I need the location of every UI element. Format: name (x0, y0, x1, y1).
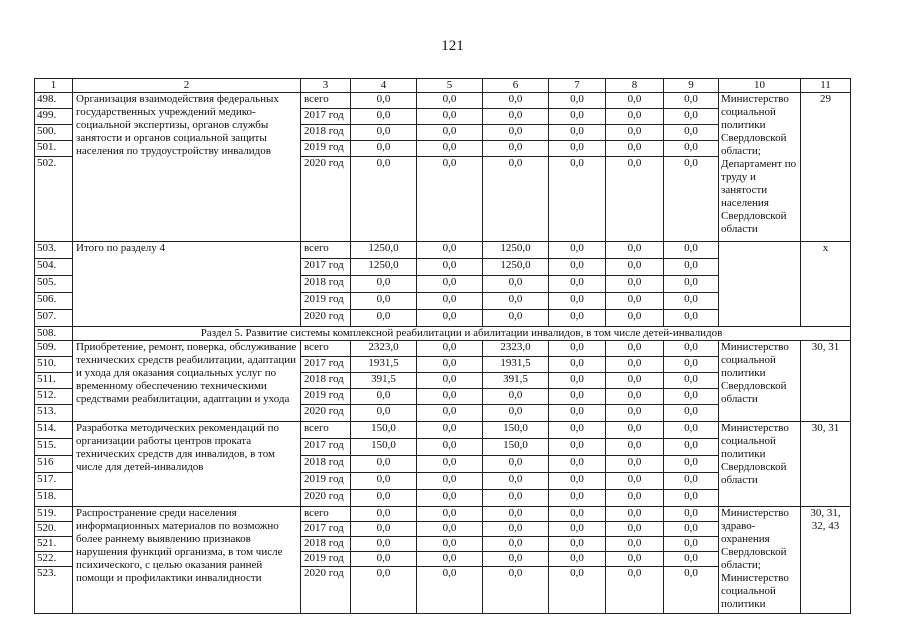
amount-cell: 0,0 (549, 357, 606, 373)
amount-cell: 0,0 (606, 341, 664, 357)
amount-cell: 391,5 (351, 373, 417, 389)
amount-cell: 0,0 (483, 537, 549, 552)
amount-cell: 0,0 (351, 507, 417, 522)
row-number: 500. (35, 125, 73, 141)
amount-cell: 0,0 (417, 276, 483, 293)
amount-cell: 0,0 (664, 490, 719, 507)
amount-cell: 0,0 (606, 389, 664, 405)
amount-cell: 0,0 (417, 157, 483, 242)
amount-cell: 0,0 (606, 405, 664, 422)
period-label: 2019 год (301, 389, 351, 405)
col-header: 1 (35, 79, 73, 93)
amount-cell: 0,0 (664, 522, 719, 537)
amount-cell: 0,0 (351, 109, 417, 125)
row-number: 498. (35, 93, 73, 109)
amount-cell: 0,0 (549, 310, 606, 327)
amount-cell: 0,0 (664, 242, 719, 259)
amount-cell: 0,0 (351, 522, 417, 537)
amount-cell: 0,0 (549, 456, 606, 473)
amount-cell: 0,0 (664, 507, 719, 522)
col-header: 11 (801, 79, 851, 93)
amount-cell: 0,0 (664, 276, 719, 293)
period-label: всего (301, 93, 351, 109)
amount-cell: 0,0 (417, 567, 483, 614)
amount-cell: 0,0 (606, 157, 664, 242)
amount-cell: 0,0 (664, 357, 719, 373)
amount-cell: 0,0 (549, 490, 606, 507)
amount-cell: 150,0 (351, 439, 417, 456)
amount-cell: 0,0 (417, 242, 483, 259)
amount-cell: 0,0 (606, 422, 664, 439)
amount-cell: 0,0 (351, 125, 417, 141)
period-label: 2020 год (301, 567, 351, 614)
amount-cell: 0,0 (606, 310, 664, 327)
program-table (34, 78, 851, 614)
period-label: всего (301, 242, 351, 259)
amount-cell: 0,0 (351, 490, 417, 507)
amount-cell: 0,0 (664, 552, 719, 567)
amount-cell: 0,0 (549, 259, 606, 276)
period-label: 2020 год (301, 490, 351, 507)
amount-cell: 0,0 (606, 522, 664, 537)
amount-cell: 150,0 (351, 422, 417, 439)
table-row (35, 422, 851, 439)
amount-cell: 0,0 (664, 125, 719, 141)
period-label: всего (301, 422, 351, 439)
amount-cell: 0,0 (417, 507, 483, 522)
measure-description: Распространение среди населения информационных материалов по возможно более раннему выявлению признаков нарушения функций организма, в том числе психического, с целью оказания ранней помощи и профилактики инвалидности (73, 507, 301, 614)
amount-cell: 150,0 (483, 439, 549, 456)
col-header: 8 (606, 79, 664, 93)
period-label: 2018 год (301, 456, 351, 473)
amount-cell: 0,0 (417, 109, 483, 125)
amount-cell: 0,0 (606, 507, 664, 522)
measure-description: Итого по разделу 4 (73, 242, 301, 327)
period-label: 2019 год (301, 141, 351, 157)
amount-cell: 0,0 (417, 537, 483, 552)
amount-cell: 0,0 (417, 389, 483, 405)
amount-cell: 0,0 (351, 567, 417, 614)
period-label: 2019 год (301, 552, 351, 567)
amount-cell: 0,0 (549, 473, 606, 490)
amount-cell: 0,0 (606, 567, 664, 614)
amount-cell: 0,0 (351, 405, 417, 422)
col-header: 9 (664, 79, 719, 93)
amount-cell: 0,0 (664, 373, 719, 389)
period-label: 2018 год (301, 537, 351, 552)
col-header: 3 (301, 79, 351, 93)
amount-cell: 0,0 (483, 157, 549, 242)
amount-cell: 0,0 (664, 422, 719, 439)
amount-cell: 0,0 (549, 537, 606, 552)
executor: Министерство социальной политики Свердловской области; Департамент по труду и занятости населения Свердловской области (719, 93, 801, 242)
amount-cell: 0,0 (606, 373, 664, 389)
amount-cell: 2323,0 (483, 341, 549, 357)
target-indicators: x (801, 242, 851, 327)
amount-cell: 0,0 (664, 405, 719, 422)
amount-cell: 0,0 (549, 242, 606, 259)
table-row (35, 242, 851, 259)
row-number: 502. (35, 157, 73, 242)
col-header: 6 (483, 79, 549, 93)
row-number: 519. (35, 507, 73, 522)
amount-cell: 0,0 (483, 473, 549, 490)
col-header: 2 (73, 79, 301, 93)
amount-cell: 0,0 (351, 537, 417, 552)
col-header: 4 (351, 79, 417, 93)
amount-cell: 0,0 (549, 422, 606, 439)
period-label: 2017 год (301, 439, 351, 456)
amount-cell: 0,0 (549, 507, 606, 522)
amount-cell: 0,0 (549, 125, 606, 141)
col-header: 5 (417, 79, 483, 93)
amount-cell: 0,0 (606, 552, 664, 567)
amount-cell: 0,0 (606, 537, 664, 552)
section-row (35, 327, 851, 341)
amount-cell: 0,0 (483, 507, 549, 522)
amount-cell: 0,0 (417, 293, 483, 310)
period-label: 2019 год (301, 473, 351, 490)
row-number: 511. (35, 373, 73, 389)
amount-cell: 0,0 (483, 567, 549, 614)
table-row (35, 507, 851, 522)
row-number: 501. (35, 141, 73, 157)
amount-cell: 0,0 (664, 341, 719, 357)
amount-cell: 0,0 (606, 490, 664, 507)
amount-cell: 0,0 (417, 439, 483, 456)
amount-cell: 1250,0 (483, 242, 549, 259)
measure-description: Приобретение, ремонт, поверка, обслуживание технических средств реабилитации, адаптации и ухода для оказания социальных услуг по временному обеспечению техническими средствами реабилитации, адаптации и ухода (73, 341, 301, 422)
amount-cell: 0,0 (606, 456, 664, 473)
row-number: 516 (35, 456, 73, 473)
amount-cell: 0,0 (351, 389, 417, 405)
amount-cell: 0,0 (664, 141, 719, 157)
amount-cell: 0,0 (483, 522, 549, 537)
row-number: 503. (35, 242, 73, 259)
amount-cell: 0,0 (664, 93, 719, 109)
row-number: 508. (35, 327, 73, 341)
amount-cell: 0,0 (664, 109, 719, 125)
amount-cell: 0,0 (417, 522, 483, 537)
amount-cell: 0,0 (351, 473, 417, 490)
amount-cell: 0,0 (549, 373, 606, 389)
amount-cell: 0,0 (351, 141, 417, 157)
amount-cell: 0,0 (417, 456, 483, 473)
header-row (35, 79, 851, 93)
amount-cell: 0,0 (606, 439, 664, 456)
amount-cell: 0,0 (606, 242, 664, 259)
amount-cell: 0,0 (351, 310, 417, 327)
row-number: 522. (35, 552, 73, 567)
amount-cell: 0,0 (664, 310, 719, 327)
amount-cell: 0,0 (549, 552, 606, 567)
amount-cell: 0,0 (417, 373, 483, 389)
amount-cell: 0,0 (417, 341, 483, 357)
amount-cell: 0,0 (549, 109, 606, 125)
amount-cell: 0,0 (664, 473, 719, 490)
amount-cell: 0,0 (549, 293, 606, 310)
amount-cell: 0,0 (417, 259, 483, 276)
amount-cell: 0,0 (606, 293, 664, 310)
amount-cell: 0,0 (664, 439, 719, 456)
amount-cell: 0,0 (351, 552, 417, 567)
amount-cell: 1250,0 (483, 259, 549, 276)
row-number: 507. (35, 310, 73, 327)
amount-cell: 0,0 (549, 93, 606, 109)
amount-cell: 0,0 (606, 259, 664, 276)
amount-cell: 0,0 (483, 490, 549, 507)
amount-cell: 0,0 (351, 293, 417, 310)
amount-cell: 0,0 (417, 490, 483, 507)
amount-cell: 0,0 (351, 93, 417, 109)
executor (719, 242, 801, 327)
amount-cell: 0,0 (417, 552, 483, 567)
amount-cell: 0,0 (549, 276, 606, 293)
amount-cell: 0,0 (483, 125, 549, 141)
amount-cell: 391,5 (483, 373, 549, 389)
amount-cell: 0,0 (483, 389, 549, 405)
row-number: 505. (35, 276, 73, 293)
period-label: 2017 год (301, 357, 351, 373)
col-header: 10 (719, 79, 801, 93)
amount-cell: 2323,0 (351, 341, 417, 357)
amount-cell: 1250,0 (351, 259, 417, 276)
page-number: 121 (441, 38, 464, 54)
row-number: 513. (35, 405, 73, 422)
period-label: всего (301, 341, 351, 357)
amount-cell: 0,0 (483, 552, 549, 567)
amount-cell: 0,0 (417, 473, 483, 490)
target-indicators: 30, 31 (801, 341, 851, 422)
amount-cell: 0,0 (606, 473, 664, 490)
period-label: 2017 год (301, 109, 351, 125)
amount-cell: 0,0 (606, 93, 664, 109)
amount-cell: 0,0 (417, 310, 483, 327)
table-row (35, 93, 851, 109)
amount-cell: 0,0 (664, 567, 719, 614)
row-number: 515. (35, 439, 73, 456)
row-number: 512. (35, 389, 73, 405)
period-label: 2017 год (301, 522, 351, 537)
row-number: 523. (35, 567, 73, 614)
row-number: 510. (35, 357, 73, 373)
row-number: 521. (35, 537, 73, 552)
amount-cell: 150,0 (483, 422, 549, 439)
amount-cell: 0,0 (417, 125, 483, 141)
amount-cell: 0,0 (549, 341, 606, 357)
amount-cell: 0,0 (549, 522, 606, 537)
row-number: 517. (35, 473, 73, 490)
amount-cell: 0,0 (664, 259, 719, 276)
row-number: 520. (35, 522, 73, 537)
executor: Министерство здраво-охранения Свердловской области; Министерство социальной политики (719, 507, 801, 614)
target-indicators: 29 (801, 93, 851, 242)
measure-description: Разработка методических рекомендаций по организации работы центров проката технических средств для инвалидов, в том числе для детей-инвалидов (73, 422, 301, 507)
amount-cell: 0,0 (664, 389, 719, 405)
amount-cell: 0,0 (664, 293, 719, 310)
amount-cell: 0,0 (351, 276, 417, 293)
amount-cell: 0,0 (549, 157, 606, 242)
row-number: 499. (35, 109, 73, 125)
period-label: 2017 год (301, 259, 351, 276)
amount-cell: 0,0 (483, 93, 549, 109)
period-label: 2018 год (301, 276, 351, 293)
period-label: 2019 год (301, 293, 351, 310)
row-number: 504. (35, 259, 73, 276)
row-number: 509. (35, 341, 73, 357)
amount-cell: 0,0 (483, 310, 549, 327)
amount-cell: 0,0 (483, 405, 549, 422)
period-label: 2020 год (301, 405, 351, 422)
amount-cell: 0,0 (549, 405, 606, 422)
section-title: Раздел 5. Развитие системы комплексной реабилитации и абилитации инвалидов, в том числе детей-инвалидов (73, 327, 851, 341)
amount-cell: 0,0 (549, 141, 606, 157)
amount-cell: 0,0 (417, 422, 483, 439)
measure-description: Организация взаимодействия федеральных государственных учреждений медико-социальной экспертизы, органов службы занятости и органов социальной защиты населения по трудоустройству инвалидов (73, 93, 301, 242)
row-number: 514. (35, 422, 73, 439)
amount-cell: 0,0 (549, 389, 606, 405)
period-label: всего (301, 507, 351, 522)
amount-cell: 0,0 (664, 456, 719, 473)
period-label: 2018 год (301, 125, 351, 141)
amount-cell: 0,0 (549, 439, 606, 456)
amount-cell: 0,0 (483, 109, 549, 125)
col-header: 7 (549, 79, 606, 93)
target-indicators: 30, 31, 32, 43 (801, 507, 851, 614)
amount-cell: 0,0 (664, 537, 719, 552)
target-indicators: 30, 31 (801, 422, 851, 507)
table-row (35, 341, 851, 357)
amount-cell: 0,0 (606, 276, 664, 293)
period-label: 2020 год (301, 157, 351, 242)
amount-cell: 0,0 (483, 456, 549, 473)
amount-cell: 0,0 (606, 357, 664, 373)
amount-cell: 1931,5 (483, 357, 549, 373)
amount-cell: 0,0 (606, 109, 664, 125)
amount-cell: 0,0 (606, 125, 664, 141)
amount-cell: 1250,0 (351, 242, 417, 259)
amount-cell: 0,0 (417, 141, 483, 157)
amount-cell: 0,0 (417, 357, 483, 373)
amount-cell: 0,0 (483, 293, 549, 310)
amount-cell: 1931,5 (351, 357, 417, 373)
amount-cell: 0,0 (351, 456, 417, 473)
amount-cell: 0,0 (351, 157, 417, 242)
executor: Министерство социальной политики Свердловской области (719, 422, 801, 507)
amount-cell: 0,0 (606, 141, 664, 157)
period-label: 2020 год (301, 310, 351, 327)
period-label: 2018 год (301, 373, 351, 389)
amount-cell: 0,0 (483, 276, 549, 293)
row-number: 518. (35, 490, 73, 507)
amount-cell: 0,0 (417, 405, 483, 422)
executor: Министерство социальной политики Свердловской области (719, 341, 801, 422)
row-number: 506. (35, 293, 73, 310)
amount-cell: 0,0 (483, 141, 549, 157)
amount-cell: 0,0 (549, 567, 606, 614)
amount-cell: 0,0 (664, 157, 719, 242)
amount-cell: 0,0 (417, 93, 483, 109)
